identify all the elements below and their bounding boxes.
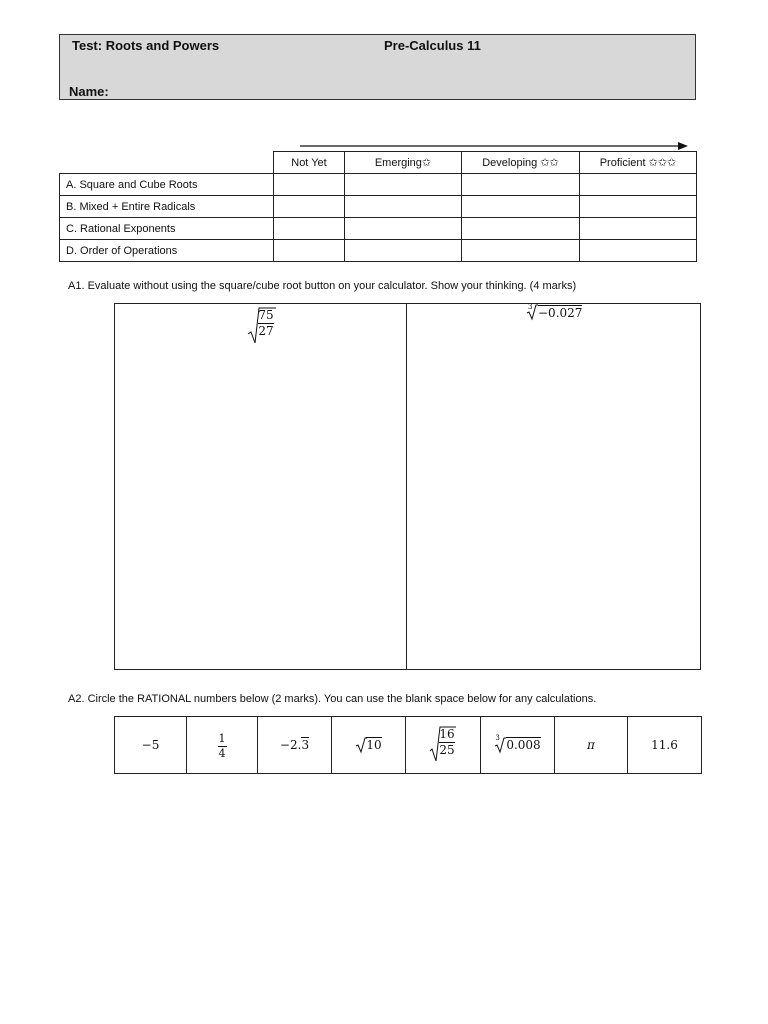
option-value: π — [587, 738, 595, 752]
rubric-row — [60, 218, 697, 240]
option-repeating-decimal[interactable] — [258, 717, 332, 774]
fraction-numerator: 16 — [439, 726, 455, 741]
fraction-denominator: 27 — [258, 324, 274, 338]
rubric-cell[interactable] — [274, 218, 345, 240]
rubric-cell[interactable] — [462, 196, 580, 218]
rubric-cell[interactable] — [345, 240, 462, 262]
a1-work-area[interactable] — [114, 303, 701, 670]
fraction-numerator: 75 — [258, 308, 274, 322]
level-developing: Developing ✩✩ — [462, 152, 580, 174]
rubric-cell[interactable] — [580, 218, 697, 240]
rubric-table — [59, 151, 697, 262]
root-index: 3 — [495, 734, 500, 742]
outcome-label: C. Rational Exponents — [60, 218, 274, 240]
outcome-label: A. Square and Cube Roots — [60, 174, 274, 196]
rubric-cell[interactable] — [274, 240, 345, 262]
root-index: 3 — [528, 303, 533, 311]
rubric-row — [60, 196, 697, 218]
option-value: 11.6 — [651, 738, 678, 752]
fraction-denominator: 4 — [218, 746, 226, 760]
option-one-quarter[interactable] — [187, 717, 258, 774]
outcome-label: B. Mixed + Entire Radicals — [60, 196, 274, 218]
rubric-cell[interactable] — [274, 174, 345, 196]
rubric-cell[interactable] — [462, 174, 580, 196]
radical-sign-icon — [526, 303, 538, 321]
radicand: 10 — [366, 738, 382, 752]
option-eleven-point-six[interactable] — [628, 717, 702, 774]
rubric-row — [60, 174, 697, 196]
rubric-cell[interactable] — [345, 218, 462, 240]
sqrt-75-over-27 — [247, 307, 277, 345]
rubric-cell[interactable] — [462, 240, 580, 262]
option-sqrt-16-over-25[interactable] — [406, 717, 481, 774]
name-label: Name: — [69, 84, 109, 99]
rubric-row — [60, 240, 697, 262]
a1-divider — [406, 303, 407, 670]
rubric-cell[interactable] — [345, 196, 462, 218]
test-title: Test: Roots and Powers — [72, 38, 220, 53]
option-pi[interactable] — [555, 717, 628, 774]
course-title: Pre-Calculus 11 — [384, 38, 481, 53]
rubric-cell[interactable] — [274, 196, 345, 218]
rubric-cell[interactable] — [345, 174, 462, 196]
level-proficient: Proficient ✩✩✩ — [580, 152, 697, 174]
fraction-numerator: 1 — [218, 731, 226, 745]
option-neg-five[interactable] — [115, 717, 187, 774]
option-value: −2. — [279, 738, 302, 752]
question-a2-prompt: A2. Circle the RATIONAL numbers below (2 marks). You can use the blank space below for any calculations. — [68, 693, 597, 705]
rubric-cell[interactable] — [580, 240, 697, 262]
radicand: 0.008 — [506, 738, 541, 752]
level-not-yet: Not Yet — [274, 152, 345, 174]
level-emerging: Emerging✩ — [345, 152, 462, 174]
option-value: −5 — [141, 738, 160, 752]
rational-numbers-table — [114, 716, 702, 774]
rubric-header-row — [60, 152, 697, 174]
rubric-cell[interactable] — [580, 174, 697, 196]
outcome-label: D. Order of Operations — [60, 240, 274, 262]
fraction-denominator: 25 — [439, 742, 455, 757]
option-cube-root-0-008[interactable] — [481, 717, 555, 774]
option-sqrt-ten[interactable] — [332, 717, 406, 774]
radicand: −0.027 — [538, 306, 583, 320]
rubric-corner — [60, 152, 274, 174]
question-a1-prompt: A1. Evaluate without using the square/cube root button on your calculator. Show your thinking. (4 marks) — [68, 280, 577, 292]
repeating-digit: 3 — [301, 738, 310, 752]
radical-sign-icon — [494, 737, 506, 754]
rubric-cell[interactable] — [580, 196, 697, 218]
radical-sign-icon — [355, 737, 367, 754]
rubric-cell[interactable] — [462, 218, 580, 240]
